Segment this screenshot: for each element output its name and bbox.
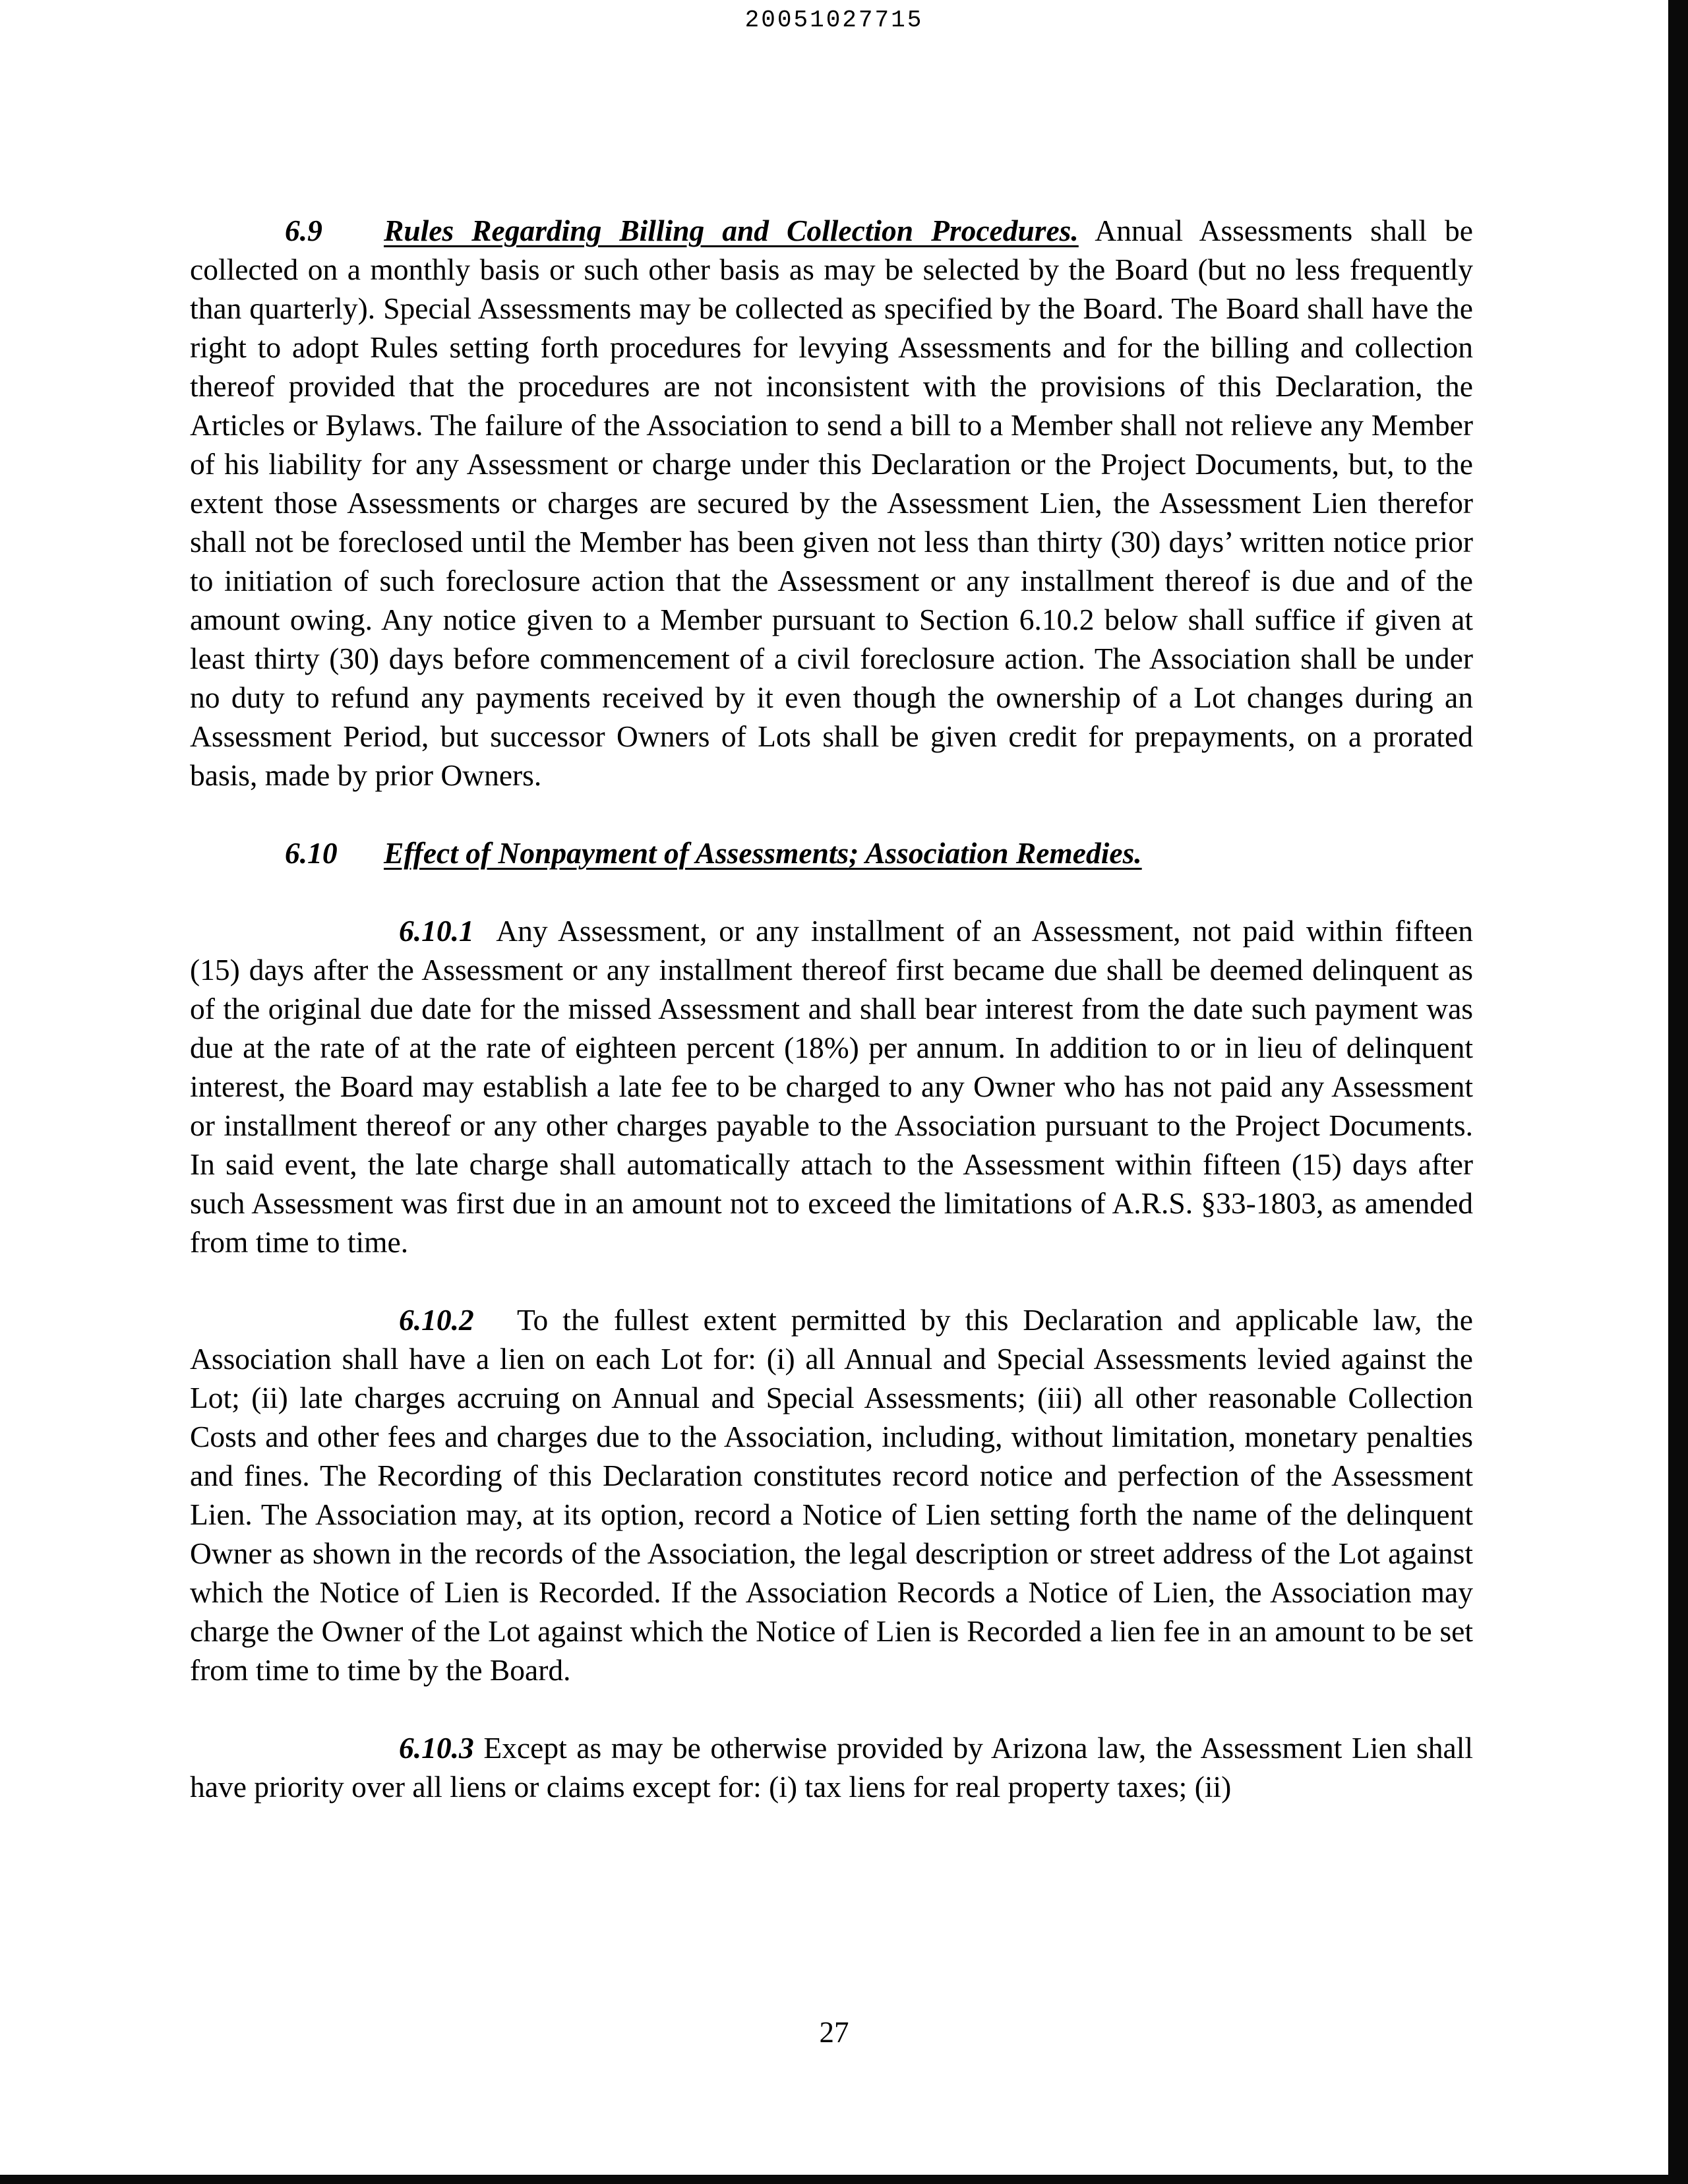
page-number: 27 — [819, 2016, 849, 2049]
subsection-number: 6.10.2 — [399, 1303, 474, 1337]
section-title: Rules Regarding Billing and Collection Procedures. — [384, 214, 1079, 247]
scan-edge-right — [1668, 0, 1688, 2184]
subsection-text: To the fullest extent permitted by this Declaration and applicable law, the Association shall have a lien on each Lot for: (i) all Annual and Special Assessments levied against the Lot; (ii) late charges accruing on Annual and Special Assessments; (iii) all other reasonable Collection Costs and other fees and charges due to the Association, including, without limitation, monetary penalties and fines. The Recording of this Declaration constitutes record notice and perfection of the Assessment Lien. The Association may, at its option, record a Notice of Lien setting forth the name of the delinquent Owner as shown in the records of the Association, the legal description or street address of the Lot against which the Notice of Lien is Recorded. If the Association Records a Notice of Lien, the Association may charge the Owner of the Lot against which the Notice of Lien is Recorded a lien fee in an amount to be set from time to time by the Board. — [190, 1303, 1473, 1687]
section-text: Annual Assessments shall be collected on a monthly basis or such other basis as may be selected by the Board (but no less frequently than quarterly). Special Assessments may be collected as specified by the Board. The Board shall have the right to adopt Rules setting forth procedures for levying Assessments and for the billing and collection thereof provided that the procedures are not inconsistent with the provisions of this Declaration, the Articles or Bylaws. The failure of the Association to send a bill to a Member shall not relieve any Member of his liability for any Assessment or charge under this Declaration or the Project Documents, but, to the extent those Assessments or charges are secured by the Assessment Lien, the Assessment Lien therefor shall not be foreclosed until the Member has been given not less than thirty (30) days’ written notice prior to initiation of such foreclosure action that the Assessment or any installment thereof is due and of the amount owing. Any notice given to a Member pursuant to Section 6.10.2 below shall suffice if given at least thirty (30) days before commencement of a civil foreclosure action. The Association shall be under no duty to refund any payments received by it even though the ownership of a Lot changes during an Assessment Period, but successor Owners of Lots shall be given credit for prepayments, on a prorated basis, made by prior Owners. — [190, 214, 1473, 792]
section-title: Effect of Nonpayment of Assessments; Association Remedies. — [384, 836, 1142, 870]
document-body — [190, 211, 1473, 1806]
scan-edge-bottom — [0, 2175, 1688, 2184]
section-number: 6.10 — [285, 836, 338, 870]
section-6-10-3 — [190, 1728, 1473, 1806]
subsection-number: 6.10.3 — [399, 1731, 474, 1765]
subsection-number: 6.10.1 — [399, 914, 474, 948]
section-6-10-1 — [190, 911, 1473, 1261]
subsection-text: Except as may be otherwise provided by Arizona law, the Assessment Lien shall have priority over all liens or claims except for: (i) tax liens for real property taxes; (ii) — [190, 1731, 1473, 1804]
section-6-9 — [190, 211, 1473, 795]
document-number: 20051027715 — [744, 7, 924, 34]
section-6-10-2 — [190, 1300, 1473, 1689]
section-number: 6.9 — [285, 214, 322, 247]
section-6-10-heading — [190, 834, 1473, 872]
subsection-text: Any Assessment, or any installment of an Assessment, not paid within fifteen (15) days after the Assessment or any installment thereof first became due shall be deemed delinquent as of the original due date for the missed Assessment and shall bear interest from the date such payment was due at the rate of at the rate of eighteen percent (18%) per annum. In addition to or in lieu of delinquent interest, the Board may establish a late fee to be charged to any Owner who has not paid any Assessment or installment thereof or any other charges payable to the Association pursuant to the Project Documents. In said event, the late charge shall automatically attach to the Assessment within fifteen (15) days after such Assessment was first due in an amount not to exceed the limitations of A.R.S. §33-1803, as amended from time to time. — [190, 914, 1473, 1259]
